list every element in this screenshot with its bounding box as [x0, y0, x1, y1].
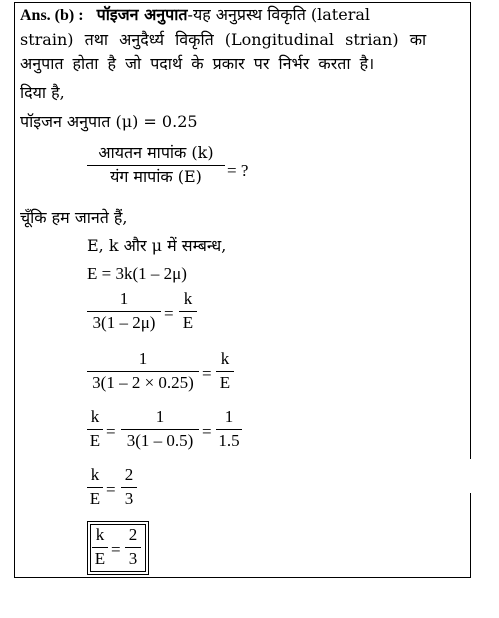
answer-line-2: strain) तथा अनुदैर्ध्य विकृति (Longitudinal strian) का	[20, 30, 427, 49]
step3-right-fraction	[216, 407, 242, 451]
fraction-bar	[216, 371, 234, 372]
ratio-fraction	[87, 143, 225, 187]
fraction-bar	[121, 487, 137, 488]
ratio-equals: = ?	[227, 161, 249, 180]
step3-right-denominator: 1.5	[218, 431, 240, 450]
step4-equals: =	[106, 480, 116, 499]
answer-line-3: अनुपात होता है जो पदार्थ के प्रकार पर निर्भर करता है।	[20, 54, 375, 73]
step2-right-denominator: E	[219, 373, 231, 392]
step3-right-numerator: 1	[224, 407, 234, 426]
relation-formula: E = 3k(1 – 2μ)	[87, 264, 187, 283]
fraction-bar	[125, 547, 141, 548]
final-right-denominator: 3	[128, 549, 138, 568]
step3-equals-2: =	[202, 422, 212, 441]
step2-left-fraction	[87, 349, 199, 393]
step3-left-denominator: E	[89, 431, 101, 450]
fraction-bar	[92, 547, 108, 548]
answer-line-1-rest: -यह अनुप्रस्थ विकृति (lateral	[187, 5, 371, 24]
final-right-fraction	[125, 525, 141, 569]
step1-numerator: 1	[119, 289, 129, 308]
step4-right-numerator: 2	[124, 465, 134, 484]
since-we-know: चूँकि हम जानते हैं,	[20, 208, 128, 227]
step3-equals-1: =	[106, 422, 116, 441]
step3-left-fraction	[87, 407, 103, 451]
step3-middle-fraction	[121, 407, 199, 451]
step4-right-fraction	[121, 465, 137, 509]
final-equals: =	[111, 540, 121, 559]
step2-right-fraction	[216, 349, 234, 393]
border-gap	[460, 459, 480, 493]
fraction-bar	[87, 311, 161, 312]
given-poisson-ratio: पॉइजन अनुपात (μ) = 0.25	[20, 112, 198, 131]
answer-label: Ans. (b) :	[20, 7, 84, 24]
step3-middle-numerator: 1	[155, 407, 165, 426]
ratio-numerator: आयतन मापांक (k)	[98, 143, 214, 162]
step2-denominator: 3(1 – 2 × 0.25)	[92, 373, 194, 392]
fraction-bar	[87, 429, 103, 430]
step4-left-denominator: E	[89, 489, 101, 508]
relation-text: E, k और μ में सम्बन्ध,	[87, 236, 227, 255]
answer-line-1	[20, 5, 370, 26]
step1-right-numerator: k	[183, 289, 193, 308]
step4-right-denominator: 3	[124, 489, 134, 508]
step1-denominator: 3(1 – 2μ)	[92, 313, 156, 332]
final-left-numerator: k	[95, 525, 105, 544]
fraction-bar	[87, 371, 199, 372]
final-right-numerator: 2	[128, 525, 138, 544]
step3-left-numerator: k	[90, 407, 100, 426]
answer-box	[14, 2, 471, 578]
step1-right-denominator: E	[182, 313, 194, 332]
step1-left-fraction	[87, 289, 161, 333]
step2-equals: =	[202, 364, 212, 383]
given-label: दिया है,	[20, 83, 65, 102]
poisson-ratio-term: पॉइजन अनुपात	[96, 5, 188, 24]
step1-right-fraction	[179, 289, 197, 333]
step2-numerator: 1	[138, 349, 148, 368]
fraction-bar	[87, 487, 103, 488]
step1-equals: =	[164, 304, 174, 323]
final-left-fraction	[92, 525, 108, 569]
step2-right-numerator: k	[220, 349, 230, 368]
fraction-bar	[121, 429, 199, 430]
fraction-bar	[179, 311, 197, 312]
ratio-denominator: यंग मापांक (E)	[110, 167, 202, 186]
step4-left-numerator: k	[90, 465, 100, 484]
fraction-bar	[216, 429, 242, 430]
final-left-denominator: E	[94, 549, 106, 568]
fraction-bar	[87, 165, 225, 166]
step3-middle-denominator: 3(1 – 0.5)	[126, 431, 194, 450]
step4-left-fraction	[87, 465, 103, 509]
